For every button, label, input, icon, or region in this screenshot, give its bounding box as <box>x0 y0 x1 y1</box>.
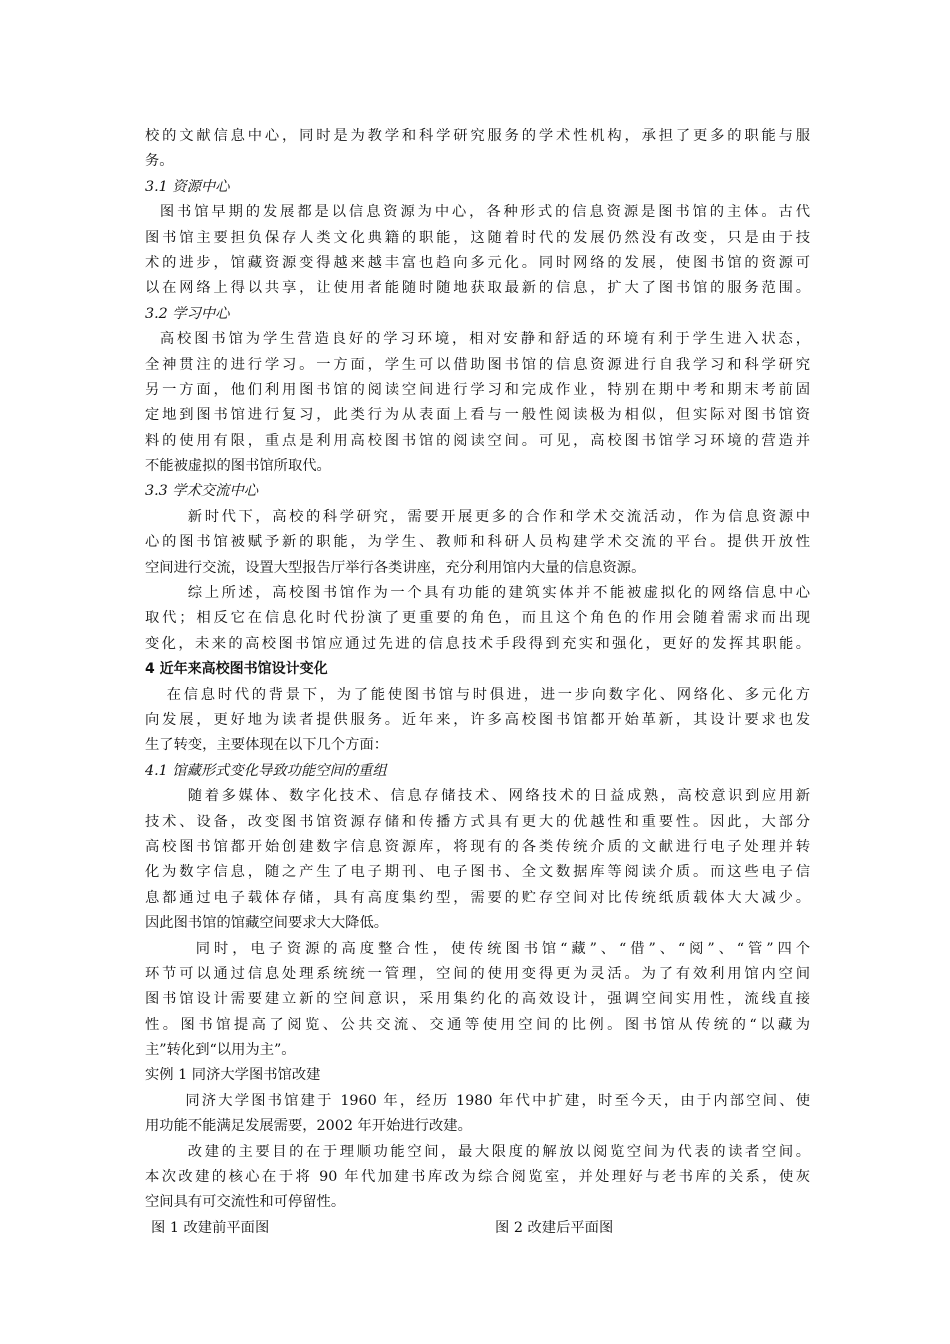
paragraph-line: 图书馆设计需要建立新的空间意识，采用集约化的高效设计，强调空间实用性，流线直接 <box>145 991 810 1008</box>
paragraph-line: 取代；相反它在信息化时代扮演了更重要的角色，而且这个角色的作用会随着需求而出现 <box>145 610 810 627</box>
paragraph-line: 空间具有可交流性和可停留性。 <box>145 1194 346 1211</box>
paragraph-line: 用功能不能满足发展需要，2002 年开始进行改建。 <box>145 1118 472 1135</box>
paragraph-line: 改建的主要目的在于理顺功能空间，最大限度的解放以阅览空间为代表的读者空间。 <box>145 1143 810 1160</box>
paragraph-line: 性。图书馆提高了阅览、公共交流、交通等使用空间的比例。图书馆从传统的“以藏为 <box>145 1016 810 1033</box>
paragraph-line: 另一方面，他们利用图书馆的阅读空间进行学习和完成作业，特别在期中考和期末考前固 <box>145 381 810 398</box>
paragraph-line: 心的图书馆被赋予新的职能，为学生、教师和科研人员构建学术交流的平台。提供开放性 <box>145 534 810 551</box>
paragraph-line: 综上所述，高校图书馆作为一个具有功能的建筑实体并不能被虚拟化的网络信息中心 <box>145 585 810 602</box>
paragraph-line: 以在网络上得以共享，让使用者能随时随地获取最新的信息，扩大了图书馆的服务范围。 <box>145 280 810 297</box>
paragraph-line: 同时，电子资源的高度整合性，使传统图书馆“藏”、“借”、“阅”、“管”四个 <box>145 940 810 957</box>
paragraph-line: 环节可以通过信息处理系统统一管理，空间的使用变得更为灵活。为了有效利用馆内空间 <box>145 965 810 982</box>
document-body <box>145 124 810 1241</box>
paragraph-line: 全神贯注的进行学习。一方面，学生可以借助图书馆的信息资源进行自我学习和科学研究 <box>145 356 810 373</box>
paragraph-line: 向发展，更好地为读者提供服务。近年来，许多高校图书馆都开始革新，其设计要求也发 <box>145 711 810 728</box>
figure-2-caption: 图 2 改建后平面图 <box>495 1219 614 1236</box>
paragraph-line: 高校图书馆为学生营造良好的学习环境，相对安静和舒适的环境有利于学生进入状态， <box>145 331 810 348</box>
figure-1-caption: 图 1 改建前平面图 <box>151 1219 270 1236</box>
paragraph-line: 生了转变，主要体现在以下几个方面： <box>145 737 389 754</box>
paragraph-line: 实例 1 同济大学图书馆改建 <box>145 1067 321 1084</box>
paragraph-line: 技术、设备，改变图书馆资源存储和传播方式具有更大的优越性和重要性。因此，大部分 <box>145 813 810 830</box>
paragraph-line: 图书馆主要担负保存人类文化典籍的职能，这随着时代的发展仍然没有改变，只是由于技 <box>145 229 810 246</box>
paragraph-line: 不能被虚拟的图书馆所取代。 <box>145 458 331 475</box>
paragraph-line: 料的使用有限，重点是利用高校图书馆的阅读空间。可见，高校图书馆学习环境的营造并 <box>145 432 810 449</box>
paragraph-line: 校的文献信息中心，同时是为教学和科学研究服务的学术性机构，承担了更多的职能与服 <box>145 128 810 144</box>
paragraph-line: 主”转化到“以用为主”。 <box>145 1042 296 1059</box>
paragraph-line: 术的进步，馆藏资源变得越来越丰富也趋向多元化。同时网络的发展，使图书馆的资源可 <box>145 254 810 271</box>
section-heading: 3.1 资源中心 <box>145 178 230 195</box>
paragraph-line: 随着多媒体、数字化技术、信息存储技术、网络技术的日益成熟，高校意识到应用新 <box>145 788 810 805</box>
paragraph-line: 空间进行交流，设置大型报告厅举行各类讲座，充分利用馆内大量的信息资源。 <box>145 559 646 576</box>
section-heading: 4.1 馆藏形式变化导致功能空间的重组 <box>145 762 387 779</box>
paragraph-line: 在信息时代的背景下，为了能使图书馆与时俱进，进一步向数字化、网络化、多元化方 <box>145 686 810 703</box>
paragraph-line: 因此图书馆的馆藏空间要求大大降低。 <box>145 915 389 932</box>
section-heading: 3.3 学术交流中心 <box>145 483 259 500</box>
paragraph-line: 务。 <box>145 153 174 170</box>
paragraph-line: 化为数字信息，随之产生了电子期刊、电子图书、全文数据库等阅读介质。而这些电子信 <box>145 864 810 881</box>
paragraph-line: 变化，未来的高校图书馆应通过先进的信息技术手段得到充实和强化，更好的发挥其职能。 <box>145 635 810 652</box>
paragraph-line: 高校图书馆都开始创建数字信息资源库，将现有的各类传统介质的文献进行电子处理并转 <box>145 838 810 855</box>
chapter-heading: 4 近年来高校图书馆设计变化 <box>145 661 328 678</box>
paragraph-line: 新时代下，高校的科学研究，需要开展更多的合作和学术交流活动，作为信息资源中 <box>145 508 810 525</box>
paragraph-line: 本次改建的核心在于将 90 年代加建书库改为综合阅览室，并处理好与老书库的关系，使灰 <box>145 1169 810 1186</box>
paragraph-line: 图书馆早期的发展都是以信息资源为中心，各种形式的信息资源是图书馆的主体。古代 <box>145 204 810 221</box>
paragraph-line: 同济大学图书馆建于 1960 年，经历 1980 年代中扩建，时至今天，由于内部空间、使 <box>145 1092 810 1109</box>
figure-captions <box>145 1216 810 1241</box>
paragraph-line: 定地到图书馆进行复习，此类行为从表面上看与一般性阅读极为相似，但实际对图书馆资 <box>145 407 810 424</box>
section-heading: 3.2 学习中心 <box>145 305 230 322</box>
paragraph-line: 息都通过电子载体存储，具有高度集约型，需要的贮存空间对比传统纸质载体大大减少。 <box>145 889 810 906</box>
